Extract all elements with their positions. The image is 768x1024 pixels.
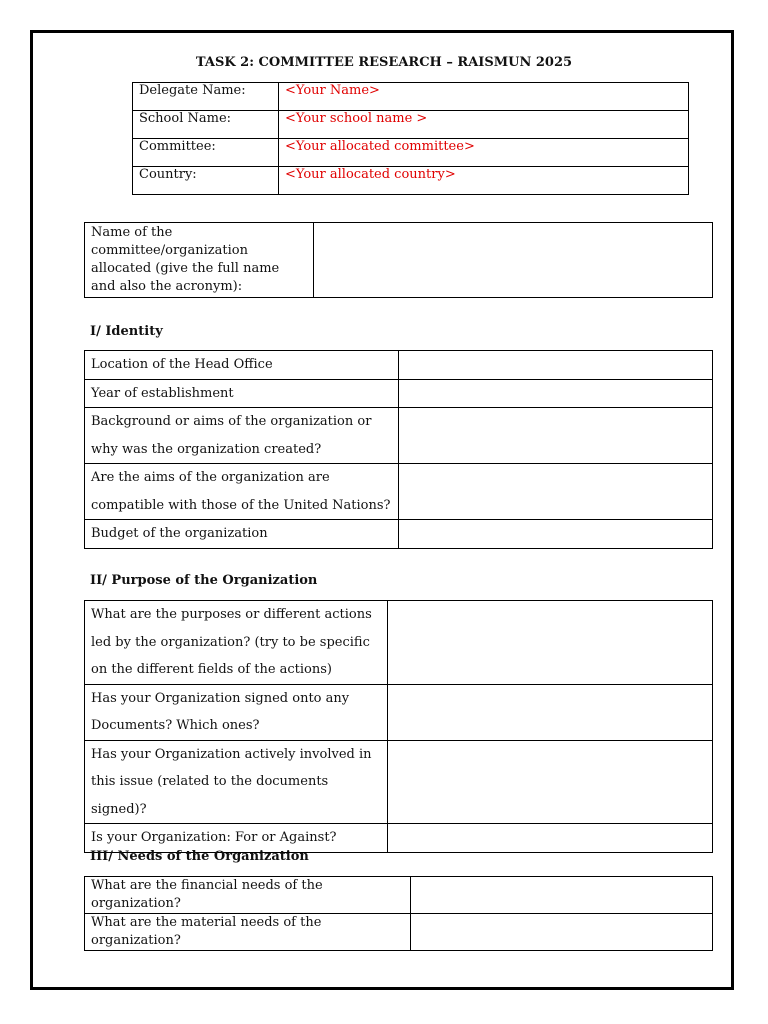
table-row: [133, 139, 689, 167]
identity-question: Location of the Head Office: [85, 351, 399, 380]
delegate-name-label: Delegate Name:: [133, 83, 279, 111]
table-row: [85, 740, 713, 824]
needs-table: [84, 876, 713, 951]
needs-question: What are the financial needs of the organization?: [85, 877, 411, 914]
identity-answer-field[interactable]: [399, 379, 713, 408]
table-row: [85, 824, 713, 853]
purpose-question: What are the purposes or different actions led by the organization? (try to be specific on the different fields of the actions): [85, 601, 388, 685]
table-row: [85, 520, 713, 549]
identity-answer-field[interactable]: [399, 520, 713, 549]
section-heading-purpose: II/ Purpose of the Organization: [90, 573, 318, 588]
school-name-label: School Name:: [133, 111, 279, 139]
identity-answer-field[interactable]: [399, 408, 713, 464]
identity-question: Budget of the organization: [85, 520, 399, 549]
identity-question: Year of establishment: [85, 379, 399, 408]
identity-answer-field[interactable]: [399, 351, 713, 380]
identity-table: [84, 350, 713, 549]
committee-name-label: Name of the committee/organization allocated (give the full name and also the acronym):: [85, 223, 314, 298]
purpose-question: Has your Organization actively involved in this issue (related to the documents signed)?: [85, 740, 388, 824]
purpose-table: [84, 600, 713, 853]
country-label: Country:: [133, 167, 279, 195]
section-heading-identity: I/ Identity: [90, 324, 163, 339]
table-row: [133, 167, 689, 195]
purpose-question: Has your Organization signed onto any Documents? Which ones?: [85, 684, 388, 740]
needs-answer-field[interactable]: [411, 914, 713, 951]
committee-label: Committee:: [133, 139, 279, 167]
committee-name-table: [84, 222, 713, 298]
needs-question: What are the material needs of the organization?: [85, 914, 411, 951]
table-row: [85, 877, 713, 914]
table-row: [85, 914, 713, 951]
table-row: [85, 601, 713, 685]
page-title: TASK 2: COMMITTEE RESEARCH – RAISMUN 2025: [195, 55, 573, 70]
identity-answer-field[interactable]: [399, 464, 713, 520]
section-heading-needs: III/ Needs of the Organization: [90, 849, 309, 864]
purpose-answer-field[interactable]: [388, 684, 713, 740]
table-row: [85, 684, 713, 740]
table-row: [85, 408, 713, 464]
table-row: [85, 223, 713, 298]
table-row: [85, 379, 713, 408]
school-name-field[interactable]: <Your school name >: [279, 111, 689, 139]
purpose-question: Is your Organization: For or Against?: [85, 824, 388, 853]
table-row: [85, 351, 713, 380]
purpose-answer-field[interactable]: [388, 824, 713, 853]
identity-question: Background or aims of the organization or why was the organization created?: [85, 408, 399, 464]
needs-answer-field[interactable]: [411, 877, 713, 914]
table-row: [133, 111, 689, 139]
table-row: [133, 83, 689, 111]
purpose-answer-field[interactable]: [388, 601, 713, 685]
committee-field[interactable]: <Your allocated committee>: [279, 139, 689, 167]
country-field[interactable]: <Your allocated country>: [279, 167, 689, 195]
delegate-name-field[interactable]: <Your Name>: [279, 83, 689, 111]
purpose-answer-field[interactable]: [388, 740, 713, 824]
table-row: [85, 464, 713, 520]
committee-name-field[interactable]: [314, 223, 713, 298]
delegate-info-table: [132, 82, 689, 195]
identity-question: Are the aims of the organization are compatible with those of the United Nations?: [85, 464, 399, 520]
